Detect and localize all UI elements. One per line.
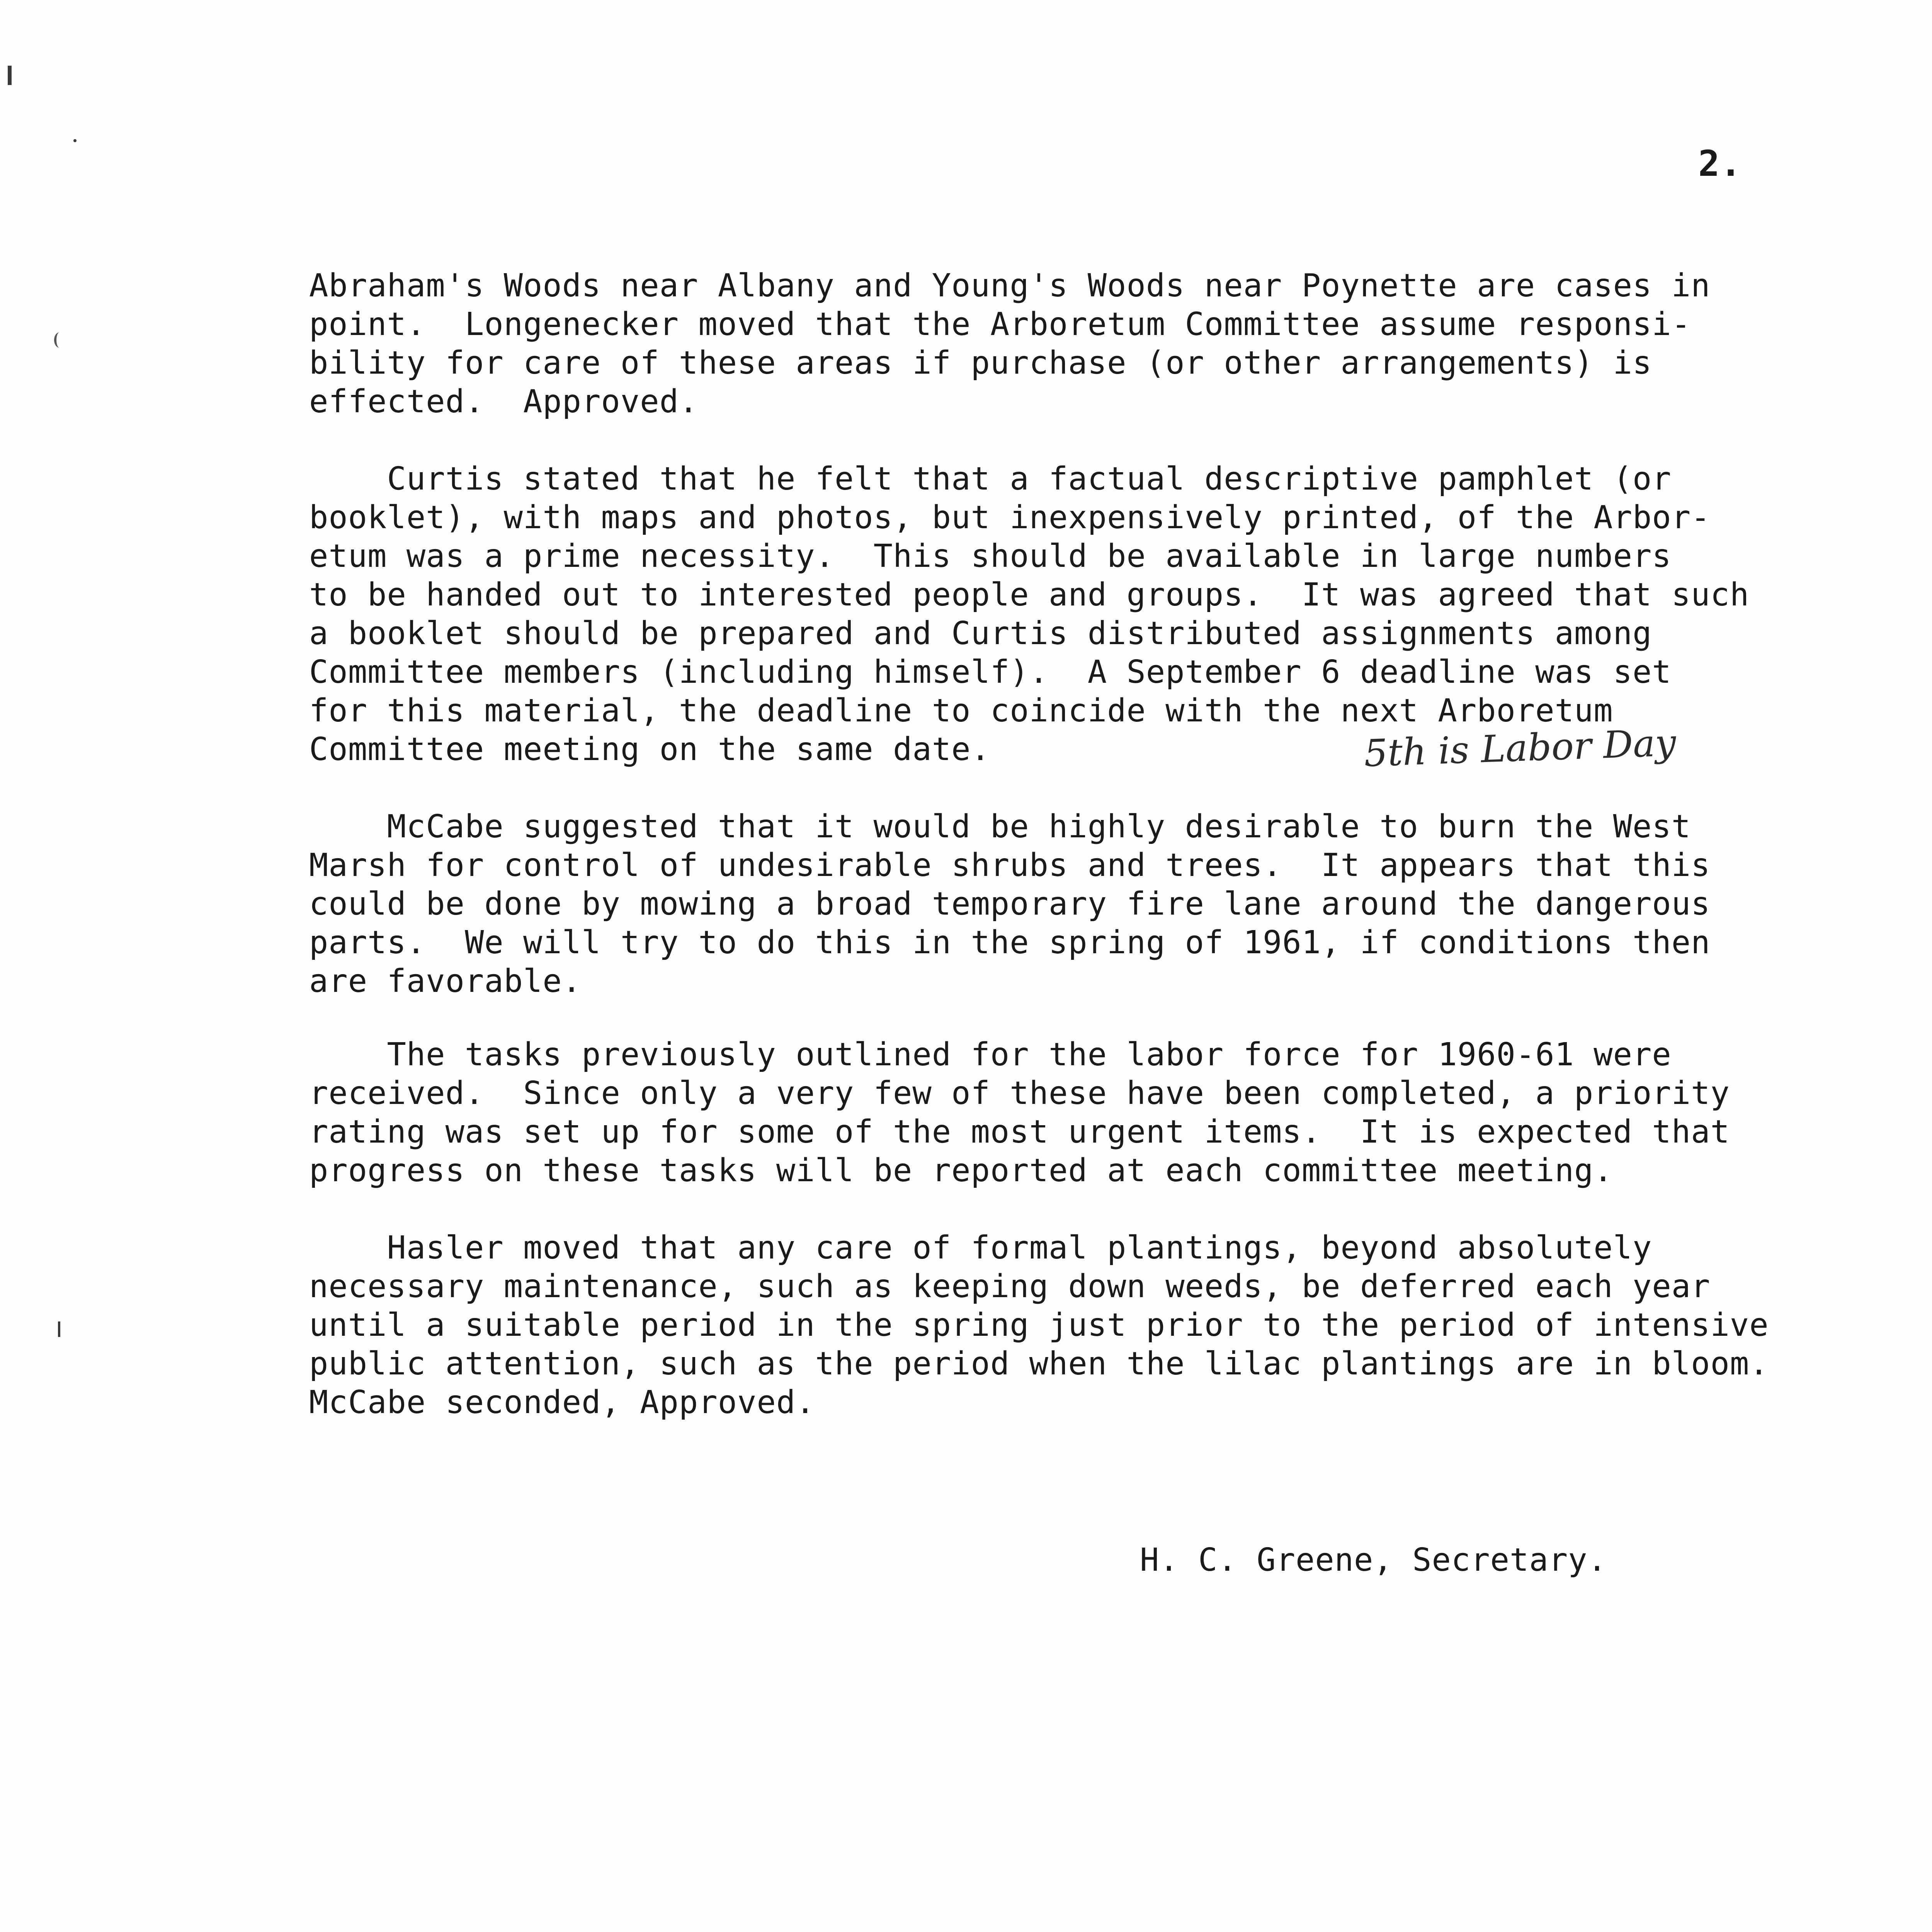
paragraph-formal-plantings [309,1229,1777,1422]
scan-edge-mark [54,332,65,348]
text-line: necessary maintenance, such as keeping down weeds, be deferred each year [309,1268,1711,1305]
text-line: could be done by mowing a broad temporary fire lane around the dangerous [309,886,1711,922]
scan-edge-mark [58,1321,60,1337]
paragraph-woods-purchase [309,267,1777,421]
text-line: McCabe suggested that it would be highly desirable to burn the West [309,808,1691,845]
text-line: parts. We will try to do this in the spring of 1961, if conditions then [309,924,1711,961]
paragraph-west-marsh-burn [309,808,1777,1001]
handwritten-annotation: 5th is Labor Day [1363,721,1677,776]
text-line: to be handed out to interested people and groups. It was agreed that such [309,577,1750,613]
text-line: progress on these tasks will be reported at each committee meeting. [309,1152,1613,1189]
text-line: a booklet should be prepared and Curtis distributed assignments among [309,615,1652,652]
text-line: McCabe seconded, Approved. [309,1384,815,1421]
text-line: for this material, the deadline to coincide with the next Arboretum [309,692,1613,729]
text-line: The tasks previously outlined for the labor force for 1960-61 were [309,1036,1672,1073]
text-line: point. Longenecker moved that the Arboretum Committee assume responsi- [309,306,1691,343]
paragraph-pamphlet [309,460,1777,769]
paragraph-labor-tasks [309,1036,1777,1190]
text-line: effected. Approved. [309,383,699,420]
page-number: 2. [1698,143,1742,184]
text-line: Committee members (including himself). A September 6 deadline was set [309,654,1672,690]
text-line: Hasler moved that any care of formal plantings, beyond absolutely [309,1230,1652,1266]
text-line: Committee meeting on the same date. [309,731,990,768]
text-line: Curtis stated that he felt that a factual descriptive pamphlet (or [309,461,1672,497]
text-line: Marsh for control of undesirable shrubs and trees. It appears that this [309,847,1711,884]
text-line: are favorable. [309,963,582,1000]
text-line: rating was set up for some of the most urgent items. It is expected that [309,1114,1730,1150]
text-line: received. Since only a very few of these have been completed, a priority [309,1075,1730,1112]
text-line: etum was a prime necessity. This should be available in large numbers [309,538,1672,575]
scan-edge-mark [8,66,12,85]
text-line: until a suitable period in the spring just prior to the period of intensive [309,1307,1769,1344]
text-line: public attention, such as the period when the lilac plantings are in bloom. [309,1345,1769,1382]
text-line: bility for care of these areas if purchase (or other arrangements) is [309,345,1652,381]
secretary-signature: H. C. Greene, Secretary. [1140,1542,1607,1578]
scan-speck [73,139,77,142]
text-line: booklet), with maps and photos, but inexpensively printed, of the Arbor- [309,499,1711,536]
text-line: Abraham's Woods near Albany and Young's Woods near Poynette are cases in [309,267,1711,304]
